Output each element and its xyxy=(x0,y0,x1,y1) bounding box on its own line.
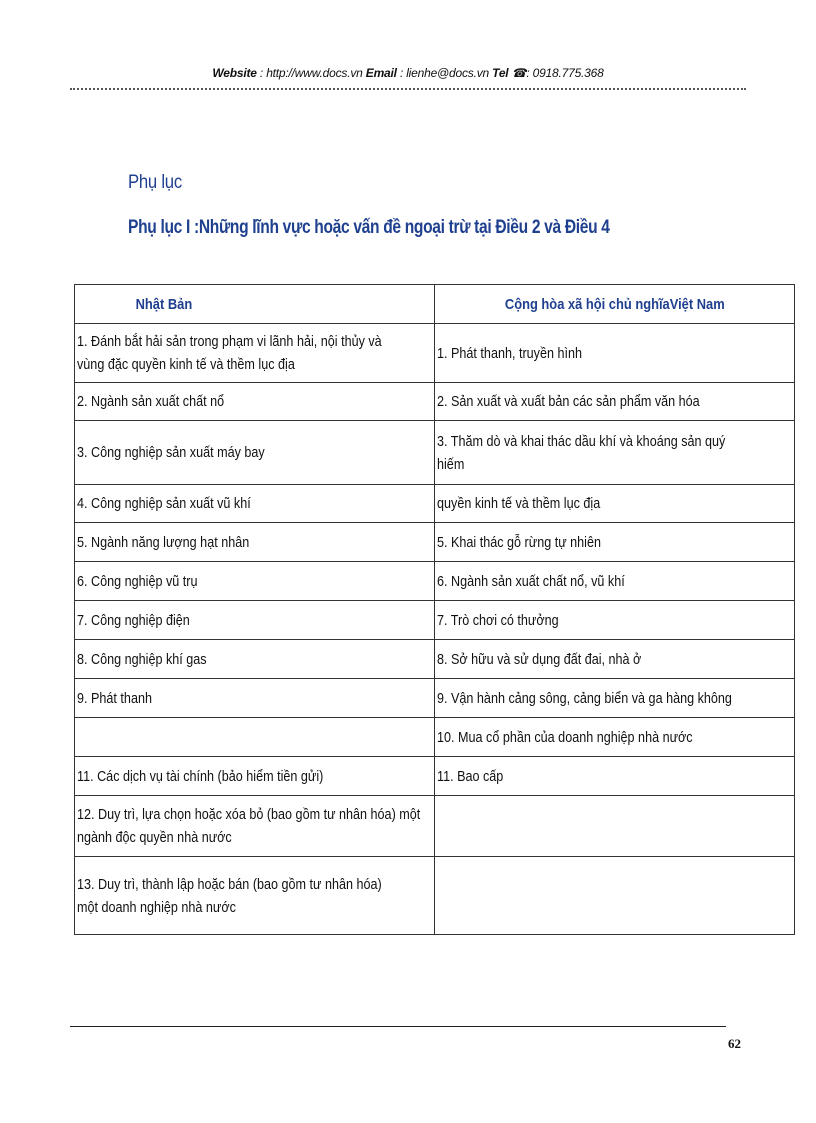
table-row xyxy=(75,857,795,935)
website-value: : http://www.docs.vn xyxy=(259,66,363,80)
email-label: Email xyxy=(365,66,397,80)
table-row xyxy=(75,601,795,640)
tel-label: Tel xyxy=(492,66,509,80)
cell-text: một doanh nghiệp nhà nước xyxy=(77,898,236,916)
table-row xyxy=(75,562,795,601)
cell-text: 2. Sản xuất và xuất bản các sản phẩm văn hóa xyxy=(437,393,700,410)
cell-text: 2. Ngành sản xuất chất nổ xyxy=(77,393,225,410)
cell-text: 9. Phát thanh xyxy=(77,689,152,707)
page-header xyxy=(70,66,746,80)
cell-text: 10. Mua cổ phần của doanh nghiệp nhà nước xyxy=(437,728,693,746)
cell-vietnam xyxy=(435,718,795,757)
cell-text: 1. Đánh bắt hải sản trong phạm vi lãnh hải, nội thủy và xyxy=(77,333,382,350)
cell-text: 5. Khai thác gỗ rừng tự nhiên xyxy=(437,533,601,551)
cell-text: 13. Duy trì, thành lập hoặc bán (bao gồm tư nhân hóa) xyxy=(77,875,382,893)
column-header-vietnam: Cộng hòa xã hội chủ nghĩaViệt Nam xyxy=(435,285,795,324)
tel-value: : 0918.775.368 xyxy=(526,66,604,80)
cell-text: 3. Công nghiệp sản xuất máy bay xyxy=(77,444,265,461)
cell-text: 7. Trò chơi có thưởng xyxy=(437,611,559,629)
cell-japan xyxy=(75,857,435,935)
cell-vietnam xyxy=(435,601,795,640)
table-row xyxy=(75,523,795,562)
cell-text: 7. Công nghiệp điện xyxy=(77,611,190,629)
cell-text: quyền kinh tế và thềm lục địa xyxy=(437,495,601,512)
cell-japan xyxy=(75,421,435,485)
table-row xyxy=(75,485,795,523)
exclusions-table xyxy=(74,284,795,935)
cell-japan xyxy=(75,601,435,640)
table-row xyxy=(75,679,795,718)
cell-vietnam xyxy=(435,324,795,383)
cell-text: 9. Vận hành cảng sông, cảng biển và ga hàng không xyxy=(437,689,732,707)
cell-japan xyxy=(75,485,435,523)
cell-japan xyxy=(75,679,435,718)
cell-japan xyxy=(75,718,435,757)
cell-text: hiếm xyxy=(437,455,465,473)
cell-japan xyxy=(75,796,435,857)
page-number: 62 xyxy=(728,1036,741,1051)
cell-vietnam xyxy=(435,562,795,601)
table-row xyxy=(75,324,795,383)
footer-divider xyxy=(70,1026,726,1027)
cell-text: 8. Công nghiệp khí gas xyxy=(77,650,207,668)
cell-text: 12. Duy trì, lựa chọn hoặc xóa bỏ (bao gồm tư nhân hóa) một xyxy=(77,806,421,823)
table-row xyxy=(75,421,795,485)
email-value: : lienhe@docs.vn xyxy=(399,66,489,80)
cell-vietnam xyxy=(435,383,795,421)
cell-vietnam xyxy=(435,796,795,857)
phone-icon: ☎ xyxy=(511,66,527,80)
cell-text: vùng đặc quyền kinh tế và thềm lục địa xyxy=(77,356,295,373)
cell-text: 11. Các dịch vụ tài chính (bảo hiểm tiền gửi) xyxy=(77,767,324,785)
table-row xyxy=(75,640,795,679)
cell-text: 6. Ngành sản xuất chất nổ, vũ khí xyxy=(437,572,625,590)
cell-text: 11. Bao cấp xyxy=(437,767,504,785)
cell-text: 1. Phát thanh, truyền hình xyxy=(437,344,583,362)
cell-vietnam xyxy=(435,757,795,796)
cell-text: 4. Công nghiệp sản xuất vũ khí xyxy=(77,495,251,512)
annex-subtitle: Phụ lục I :Những lĩnh vực hoặc vấn đề ngoại trừ tại Điều 2 và Điều 4 xyxy=(128,217,610,238)
cell-japan xyxy=(75,640,435,679)
cell-text: 5. Ngành năng lượng hạt nhân xyxy=(77,533,250,551)
cell-japan xyxy=(75,324,435,383)
column-header-japan: Nhật Bản xyxy=(75,285,435,324)
section-title: Phụ lục xyxy=(128,172,182,193)
table-row xyxy=(75,796,795,857)
cell-text: ngành độc quyền nhà nước xyxy=(77,829,232,846)
table-header-row xyxy=(75,285,795,324)
table-row xyxy=(75,718,795,757)
table-row xyxy=(75,383,795,421)
cell-japan xyxy=(75,523,435,562)
cell-vietnam xyxy=(435,679,795,718)
website-label: Website xyxy=(212,66,257,80)
cell-vietnam xyxy=(435,523,795,562)
header-divider xyxy=(70,88,746,90)
cell-text: 8. Sở hữu và sử dụng đất đai, nhà ở xyxy=(437,650,642,668)
cell-japan xyxy=(75,562,435,601)
cell-vietnam xyxy=(435,485,795,523)
cell-vietnam xyxy=(435,421,795,485)
cell-vietnam xyxy=(435,857,795,935)
cell-japan xyxy=(75,383,435,421)
cell-vietnam xyxy=(435,640,795,679)
table-row xyxy=(75,757,795,796)
cell-text: 6. Công nghiệp vũ trụ xyxy=(77,572,198,590)
cell-text: 3. Thăm dò và khai thác dầu khí và khoáng sản quý xyxy=(437,432,726,450)
cell-japan xyxy=(75,757,435,796)
